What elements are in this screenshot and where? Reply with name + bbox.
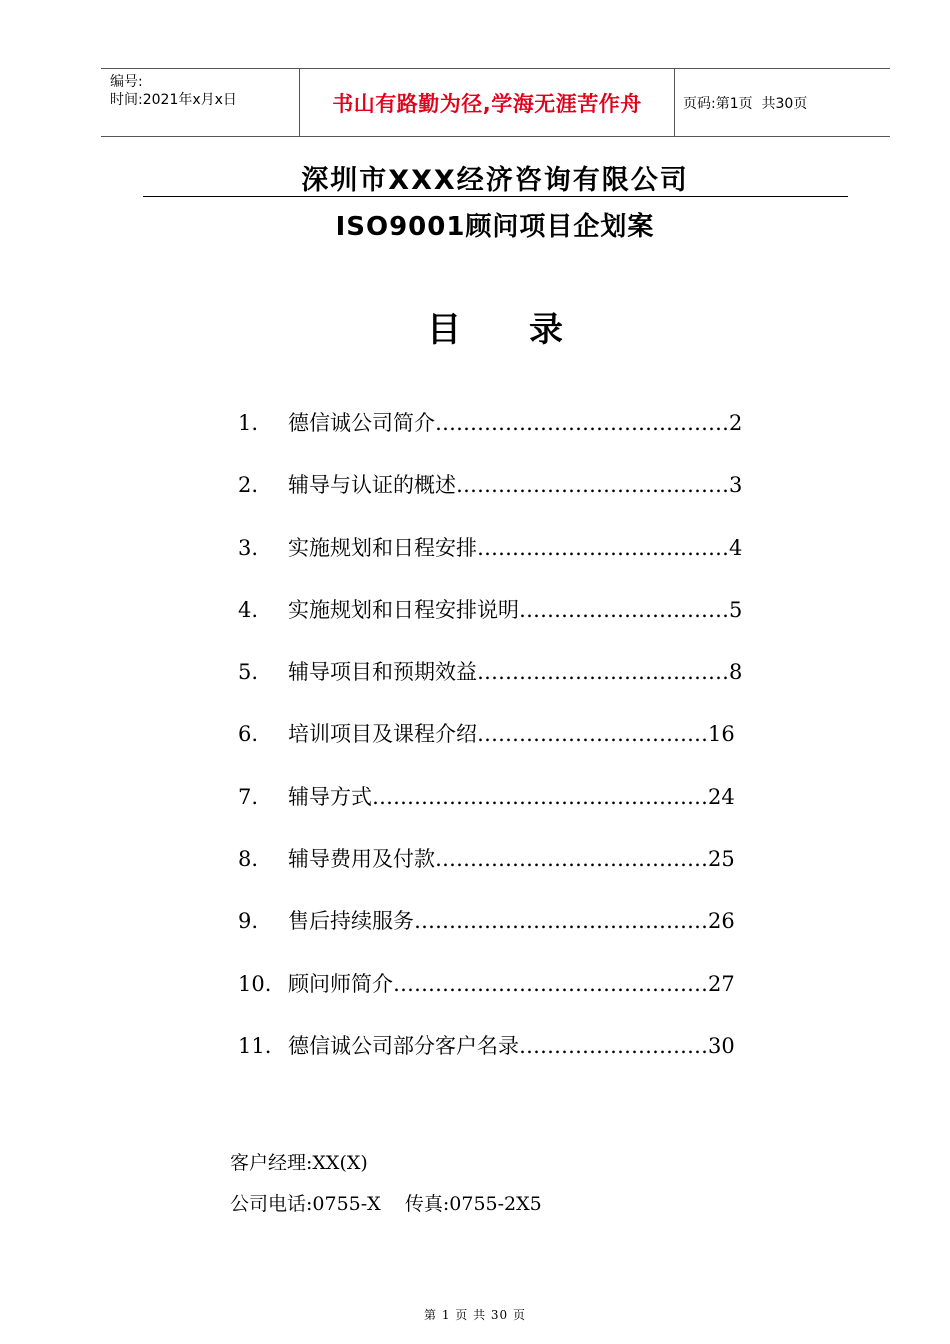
toc-entry[interactable] <box>238 841 818 903</box>
toc-entry-number: 6. <box>238 722 259 747</box>
toc-entry-text: 实施规划和日程安排………………………………4 <box>288 535 743 560</box>
toc-entry-number: 2. <box>238 473 259 498</box>
toc-entry[interactable] <box>238 966 818 1028</box>
toc-entry-text: 售后持续服务……………………………………26 <box>288 909 735 934</box>
toc-entry-text: 辅导方式…………………………………………24 <box>288 784 735 809</box>
toc-entry-number: 4. <box>238 597 259 622</box>
toc-entry-text: 顾问师简介………………………………………27 <box>288 971 735 996</box>
toc-entry-number: 5. <box>238 660 259 685</box>
toc-entry-text: 实施规划和日程安排说明…………………………5 <box>288 597 743 622</box>
toc-entry-number: 11. <box>238 1033 272 1058</box>
header-motto: 书山有路勤为径,学海无涯苦作舟 <box>300 69 675 136</box>
page-footer: 第 1 页 共 30 页 <box>424 1308 526 1322</box>
header-meta <box>101 69 300 136</box>
company-phone-fax: 公司电话:0755-X 传真:0755-2X5 <box>230 1193 542 1215</box>
header-time-label: 时间:2021年x月x日 <box>110 92 237 108</box>
toc-entry-text: 德信诚公司简介……………………………………2 <box>288 411 743 435</box>
toc-entry-number: 9. <box>238 909 259 934</box>
toc-entry[interactable] <box>238 530 818 592</box>
header-page-info-cell <box>675 69 890 136</box>
toc-entry-number: 8. <box>238 847 259 872</box>
toc-heading: 目 录 <box>427 310 563 350</box>
toc-entry-text: 辅导费用及付款…………………………………25 <box>288 847 735 872</box>
document-subtitle: ISO9001顾问项目企划案 <box>335 212 655 242</box>
toc-entry[interactable] <box>238 716 818 778</box>
toc-entry-number: 1. <box>238 411 259 435</box>
toc-entry-text: 培训项目及课程介绍……………………………16 <box>288 722 735 747</box>
toc-entry-number: 7. <box>238 784 259 809</box>
toc-entry-number: 3. <box>238 535 259 560</box>
table-of-contents <box>238 405 818 1090</box>
title-divider <box>143 196 848 197</box>
toc-entry[interactable] <box>238 654 818 716</box>
page-header <box>101 68 890 137</box>
toc-entry[interactable] <box>238 467 818 529</box>
toc-entry-text: 辅导与认证的概述…………………………………3 <box>288 473 743 498</box>
header-number-label: 编号: <box>110 74 143 90</box>
toc-entry[interactable] <box>238 903 818 965</box>
toc-entry[interactable] <box>238 779 818 841</box>
toc-entry[interactable] <box>238 1028 818 1090</box>
account-manager: 客户经理:XX(X) <box>230 1152 368 1174</box>
header-page-info: 页码:第1页 共30页 <box>683 95 808 112</box>
toc-entry[interactable] <box>238 405 818 467</box>
toc-entry-text: 德信诚公司部分客户名录………………………30 <box>288 1033 735 1058</box>
company-name: 深圳市XXX经济咨询有限公司 <box>301 165 689 196</box>
toc-entry-text: 辅导项目和预期效益………………………………8 <box>288 660 743 685</box>
toc-entry[interactable] <box>238 592 818 654</box>
toc-entry-number: 10. <box>238 971 272 996</box>
